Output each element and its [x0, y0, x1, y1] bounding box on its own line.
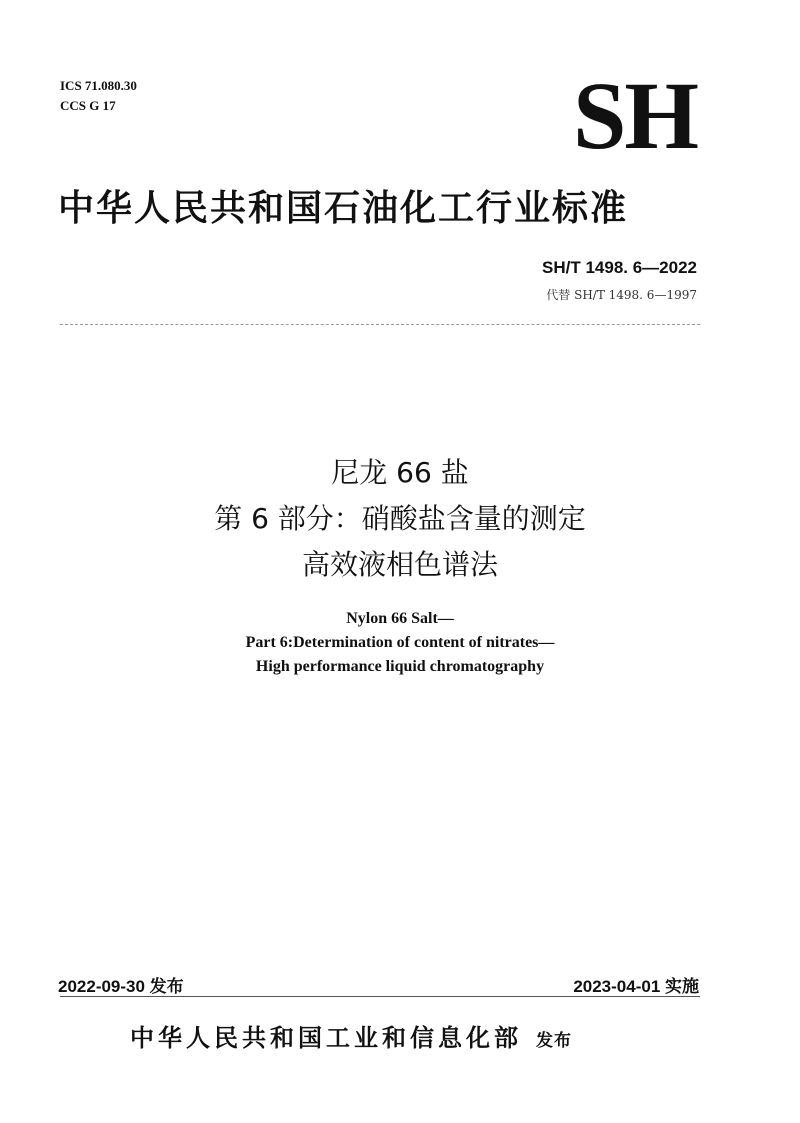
issuer-release-label: 发布: [536, 1031, 572, 1051]
replaces-standard: 代替 SH/T 1498. 6—1997: [546, 288, 697, 302]
english-title-line-2: Part 6:Determination of content of nitrates—: [245, 634, 555, 651]
english-title-line-3: High performance liquid chromatography: [255, 658, 545, 675]
issue-date: 2022-09-30 发布: [58, 977, 184, 996]
issuing-authority: [130, 1018, 572, 1053]
standard-category-title: 中华人民共和国石油化工行业标准: [58, 188, 629, 229]
classification-codes: [60, 76, 137, 116]
top-divider: [60, 324, 700, 325]
chinese-title-line-2: 第 6 部分：硝酸盐含量的测定: [214, 502, 586, 535]
bottom-divider: [60, 996, 700, 997]
sh-logo: SH: [572, 62, 697, 169]
english-title-line-1: Nylon 66 Salt—: [346, 610, 454, 627]
ccs-code: CCS G 17: [60, 98, 116, 113]
chinese-title-line-3: 高效液相色谱法: [301, 548, 498, 581]
chinese-title-line-1: 尼龙 66 盐: [331, 456, 469, 489]
standard-number: SH/T 1498. 6—2022: [542, 258, 697, 277]
english-title: [60, 607, 740, 679]
chinese-title: [60, 450, 740, 588]
issuer-organization: 中华人民共和国工业和信息化部: [130, 1024, 522, 1052]
implementation-date: 2023-04-01 实施: [573, 977, 699, 996]
ics-code: ICS 71.080.30: [60, 78, 137, 93]
